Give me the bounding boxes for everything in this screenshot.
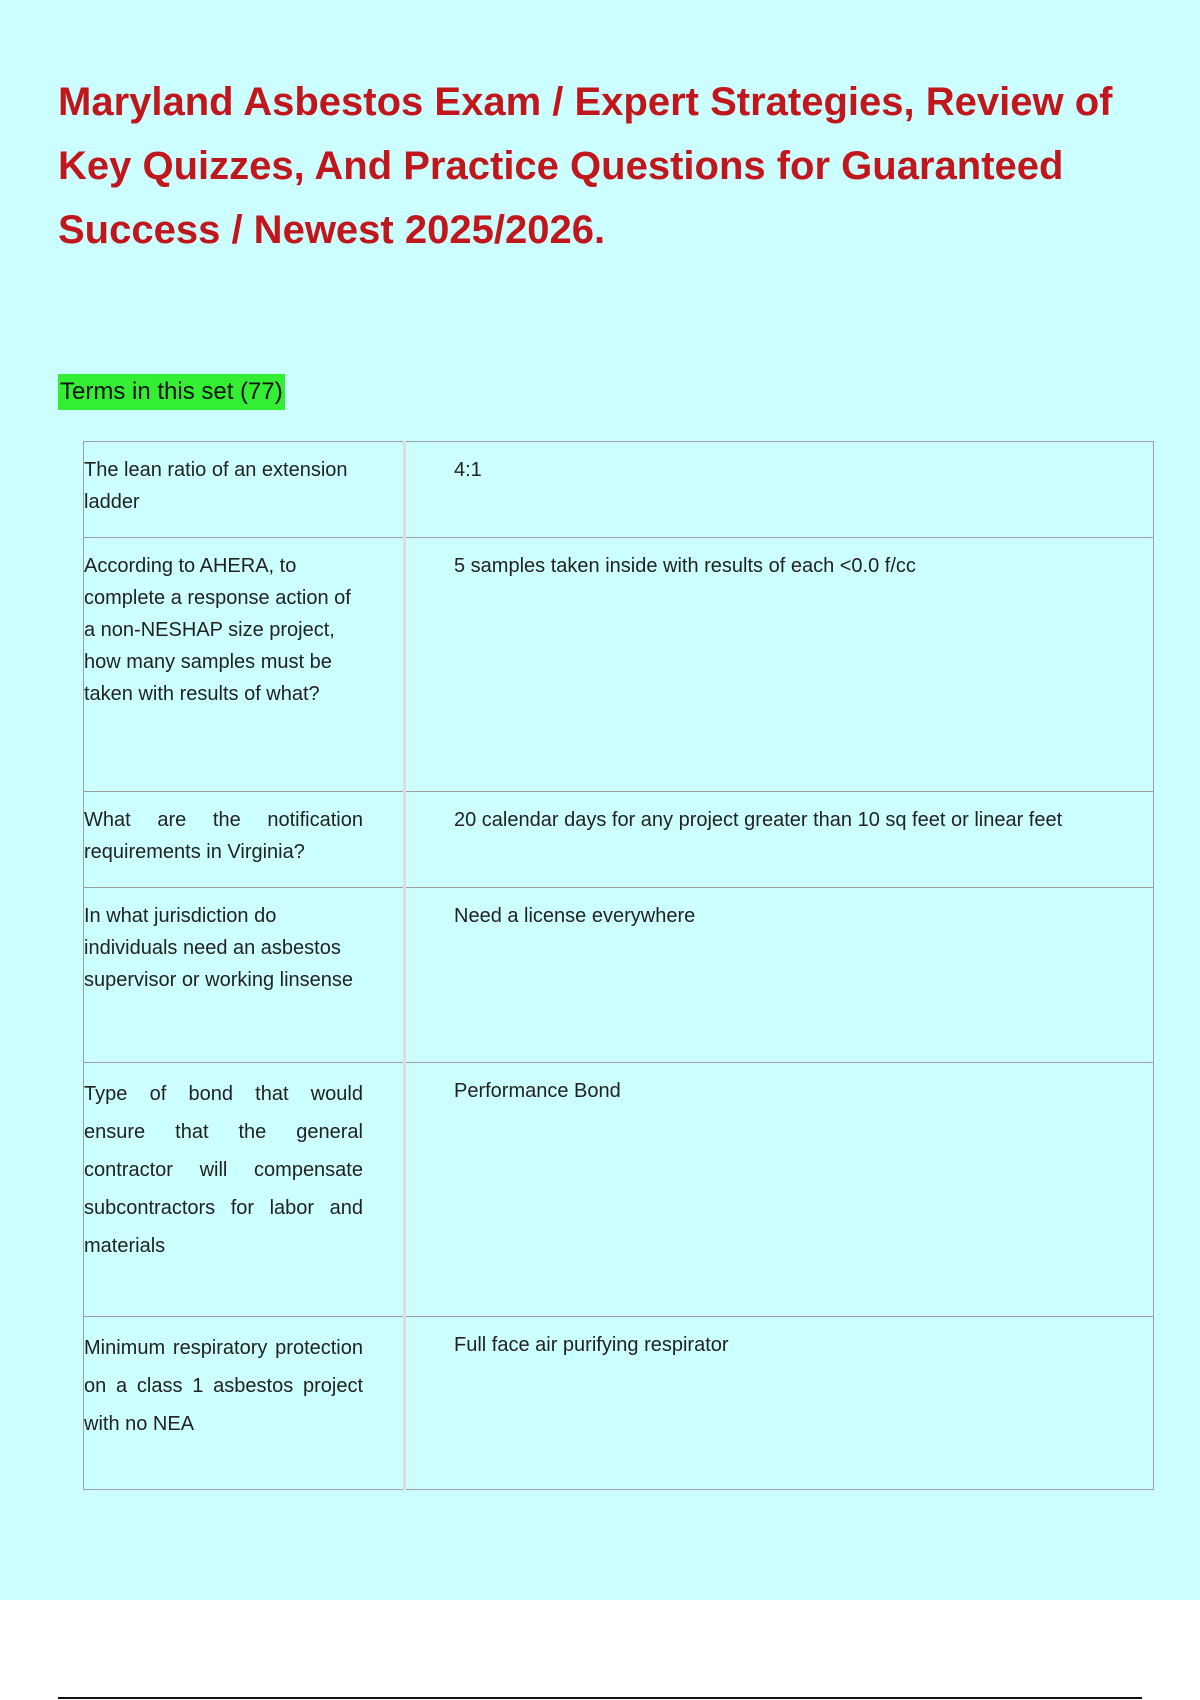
term-cell (84, 1317, 405, 1490)
table-row (84, 888, 1154, 1063)
definition-cell (405, 792, 1154, 888)
terms-table (83, 441, 1154, 1490)
footer-divider (58, 1697, 1142, 1699)
definition-text: 5 samples taken inside with results of each <0.0 f/cc (454, 555, 916, 577)
table-row (84, 442, 1154, 538)
term-text: The lean ratio of an extension ladder (84, 459, 348, 513)
definition-cell (405, 888, 1154, 1063)
table-row (84, 792, 1154, 888)
term-cell (84, 888, 405, 1063)
definition-text: 4:1 (454, 459, 482, 481)
terms-count-label: Terms in this set (77) (58, 374, 285, 410)
term-text: In what jurisdiction do individuals need an asbestos supervisor or working linsense (84, 905, 354, 991)
definition-cell (405, 1317, 1154, 1490)
definition-cell (405, 442, 1154, 538)
document-title: Maryland Asbestos Exam / Expert Strategies, Review of Key Quizzes, And Practice Questions for Guaranteed Success / Newest 2025/2026. (58, 80, 1113, 252)
definition-text: Need a license everywhere (454, 905, 696, 927)
term-cell (84, 442, 405, 538)
table-row (84, 538, 1154, 792)
term-cell (84, 1063, 405, 1317)
definition-text: Full face air purifying respirator (454, 1334, 729, 1356)
definition-cell (405, 1063, 1154, 1317)
table-row (84, 1317, 1154, 1490)
definition-cell (405, 538, 1154, 792)
term-text: Type of bond that would ensure that the general contractor will compensate subcontractors for labor and materials (84, 1083, 363, 1257)
term-cell (84, 792, 405, 888)
definition-text: Performance Bond (454, 1080, 621, 1102)
term-text: Minimum respiratory protection on a class 1 asbestos project with no NEA (84, 1337, 363, 1435)
definition-text: 20 calendar days for any project greater than 10 sq feet or linear feet (454, 809, 1063, 831)
term-text: What are the notification requirements in Virginia? (84, 809, 363, 863)
term-cell (84, 538, 405, 792)
table-row (84, 1063, 1154, 1317)
term-text: According to AHERA, to complete a response action of a non-NESHAP size project, how many samples must be taken with results of what? (84, 555, 351, 705)
